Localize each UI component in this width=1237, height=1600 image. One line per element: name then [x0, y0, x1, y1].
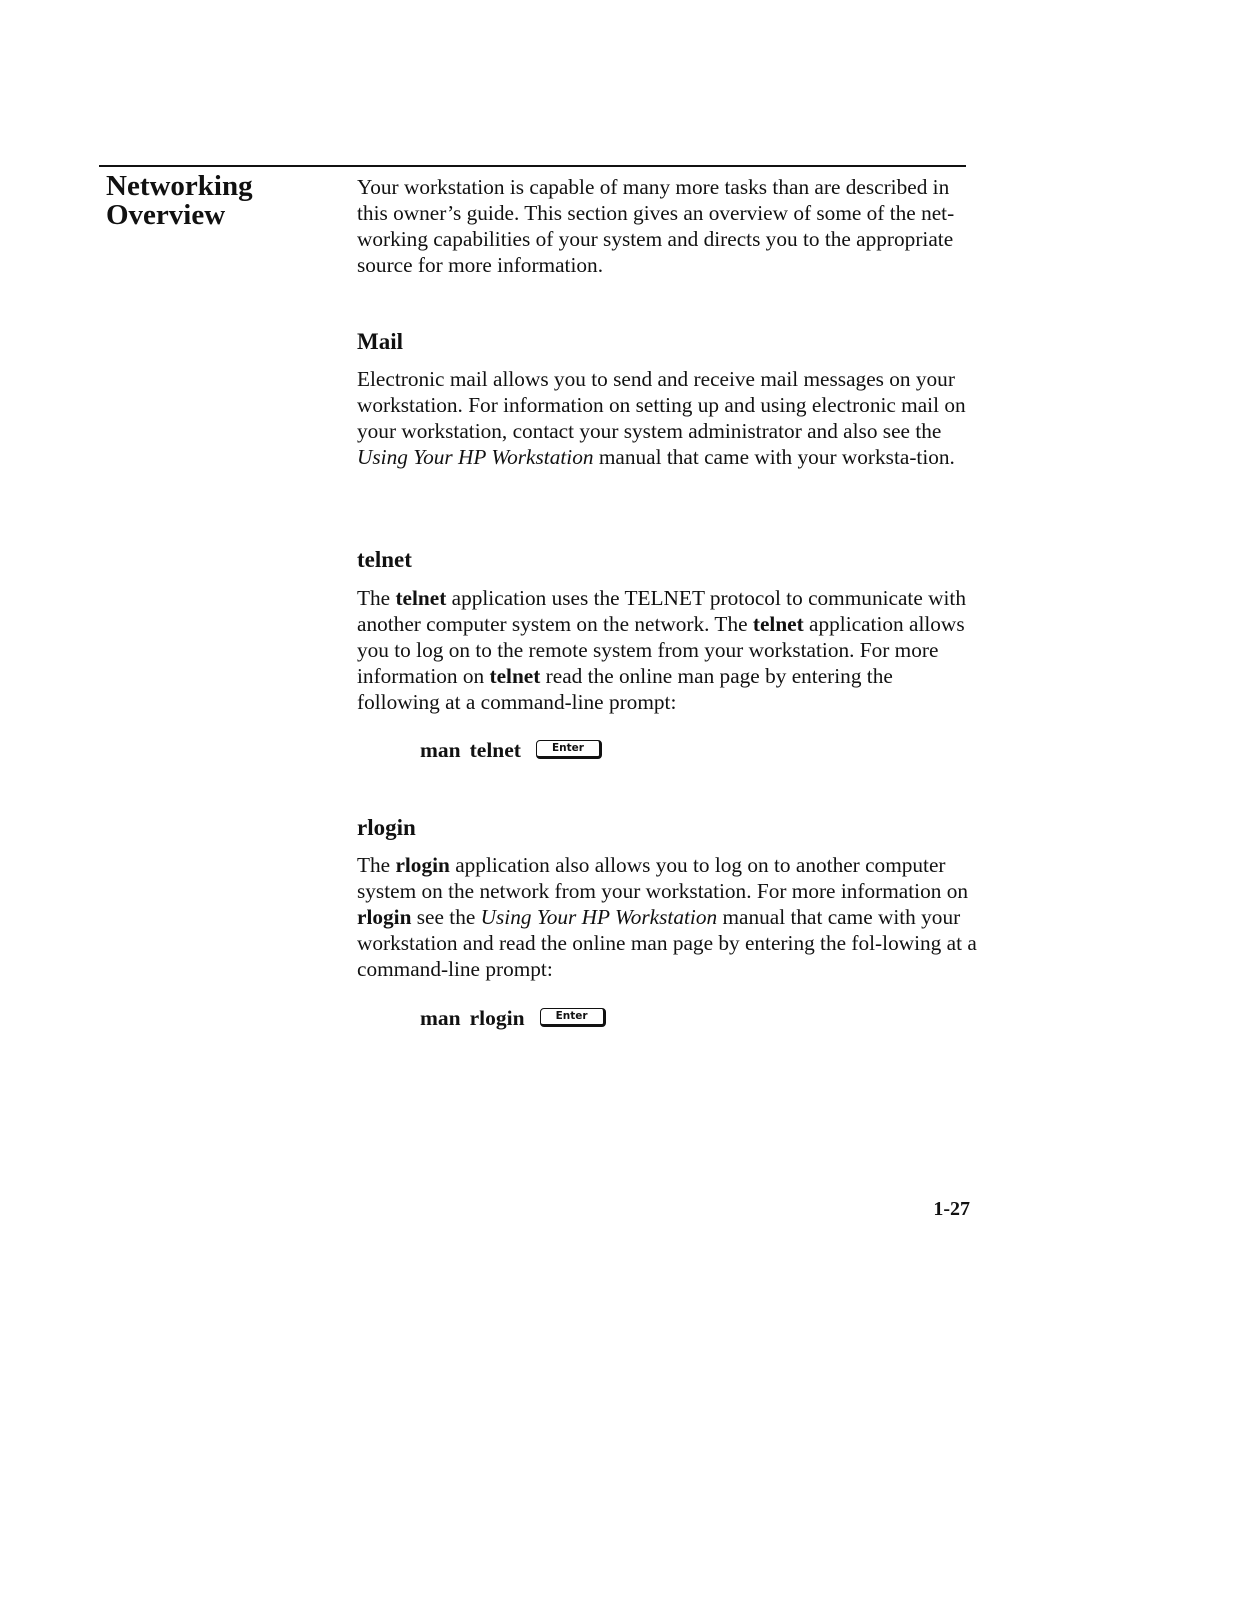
mail-manual-title: Using Your HP Workstation: [357, 445, 594, 469]
telnet-text-4: read the online man page by entering the following at a command-line prompt:: [357, 664, 893, 714]
rlogin-command-word-1: man: [420, 1006, 461, 1030]
rlogin-block: [357, 852, 977, 982]
rlogin-text-1: The: [357, 853, 396, 877]
rlogin-bold-2: rlogin: [357, 905, 412, 929]
section-title-line-1: Networking: [106, 170, 253, 202]
telnet-command: [420, 737, 602, 763]
telnet-text-2: application uses the TELNET protocol to communicate with another computer system on the network. The: [357, 586, 966, 636]
telnet-bold-2: telnet: [752, 612, 804, 636]
telnet-block: [357, 585, 977, 715]
rlogin-manual-title: Using Your HP Workstation: [480, 905, 718, 929]
telnet-bold-1: telnet: [395, 586, 447, 610]
telnet-bold-3: telnet: [489, 664, 541, 688]
rlogin-command-word-2: rlogin: [469, 1006, 525, 1030]
mail-text-a: Electronic mail allows you to send and receive mail messages on your workstation. For information on setting up and using electronic mail on your workstation, contact your system administrator and also see the: [357, 367, 966, 443]
mail-block: [357, 366, 977, 470]
telnet-text-3: application allows you to log on to the remote system from your workstation. For more information on: [357, 612, 965, 688]
rlogin-text-2: application also allows you to log on to another computer system on the network from your workstation. For more information on: [357, 853, 969, 903]
telnet-heading: telnet: [357, 547, 412, 572]
telnet-text-1: The: [357, 586, 396, 610]
telnet-command-word-1: man: [420, 738, 461, 762]
intro-block: [357, 174, 977, 278]
mail-paragraph: [357, 366, 977, 470]
rlogin-heading: rlogin: [357, 815, 416, 840]
intro-paragraph: Your workstation is capable of many more tasks than are described in this owner’s guide. This section gives an overview of some of the net-working capabilities of your system and directs you to the appropriate source for more information.: [357, 175, 955, 277]
mail-heading: Mail: [357, 329, 403, 354]
rlogin-command: [420, 1005, 606, 1031]
section-title-line-2: Overview: [106, 199, 226, 231]
rlogin-bold-1: rlogin: [395, 853, 450, 877]
rlogin-text-4: manual that came with your workstation and read the online man page by entering the fol-lowing at a command-line prompt:: [357, 905, 977, 981]
rlogin-text-3: see the: [411, 905, 481, 929]
mail-text-b: manual that came with your worksta-tion.: [593, 445, 955, 469]
section-rule: [99, 165, 966, 167]
enter-key-icon: Enter: [536, 740, 602, 759]
rlogin-paragraph: [357, 852, 977, 982]
enter-key-icon: Enter: [540, 1008, 606, 1027]
telnet-paragraph: [357, 585, 977, 715]
telnet-command-word-2: telnet: [469, 738, 521, 762]
section-title: [106, 172, 326, 230]
page-number: 1-27: [933, 1198, 970, 1220]
